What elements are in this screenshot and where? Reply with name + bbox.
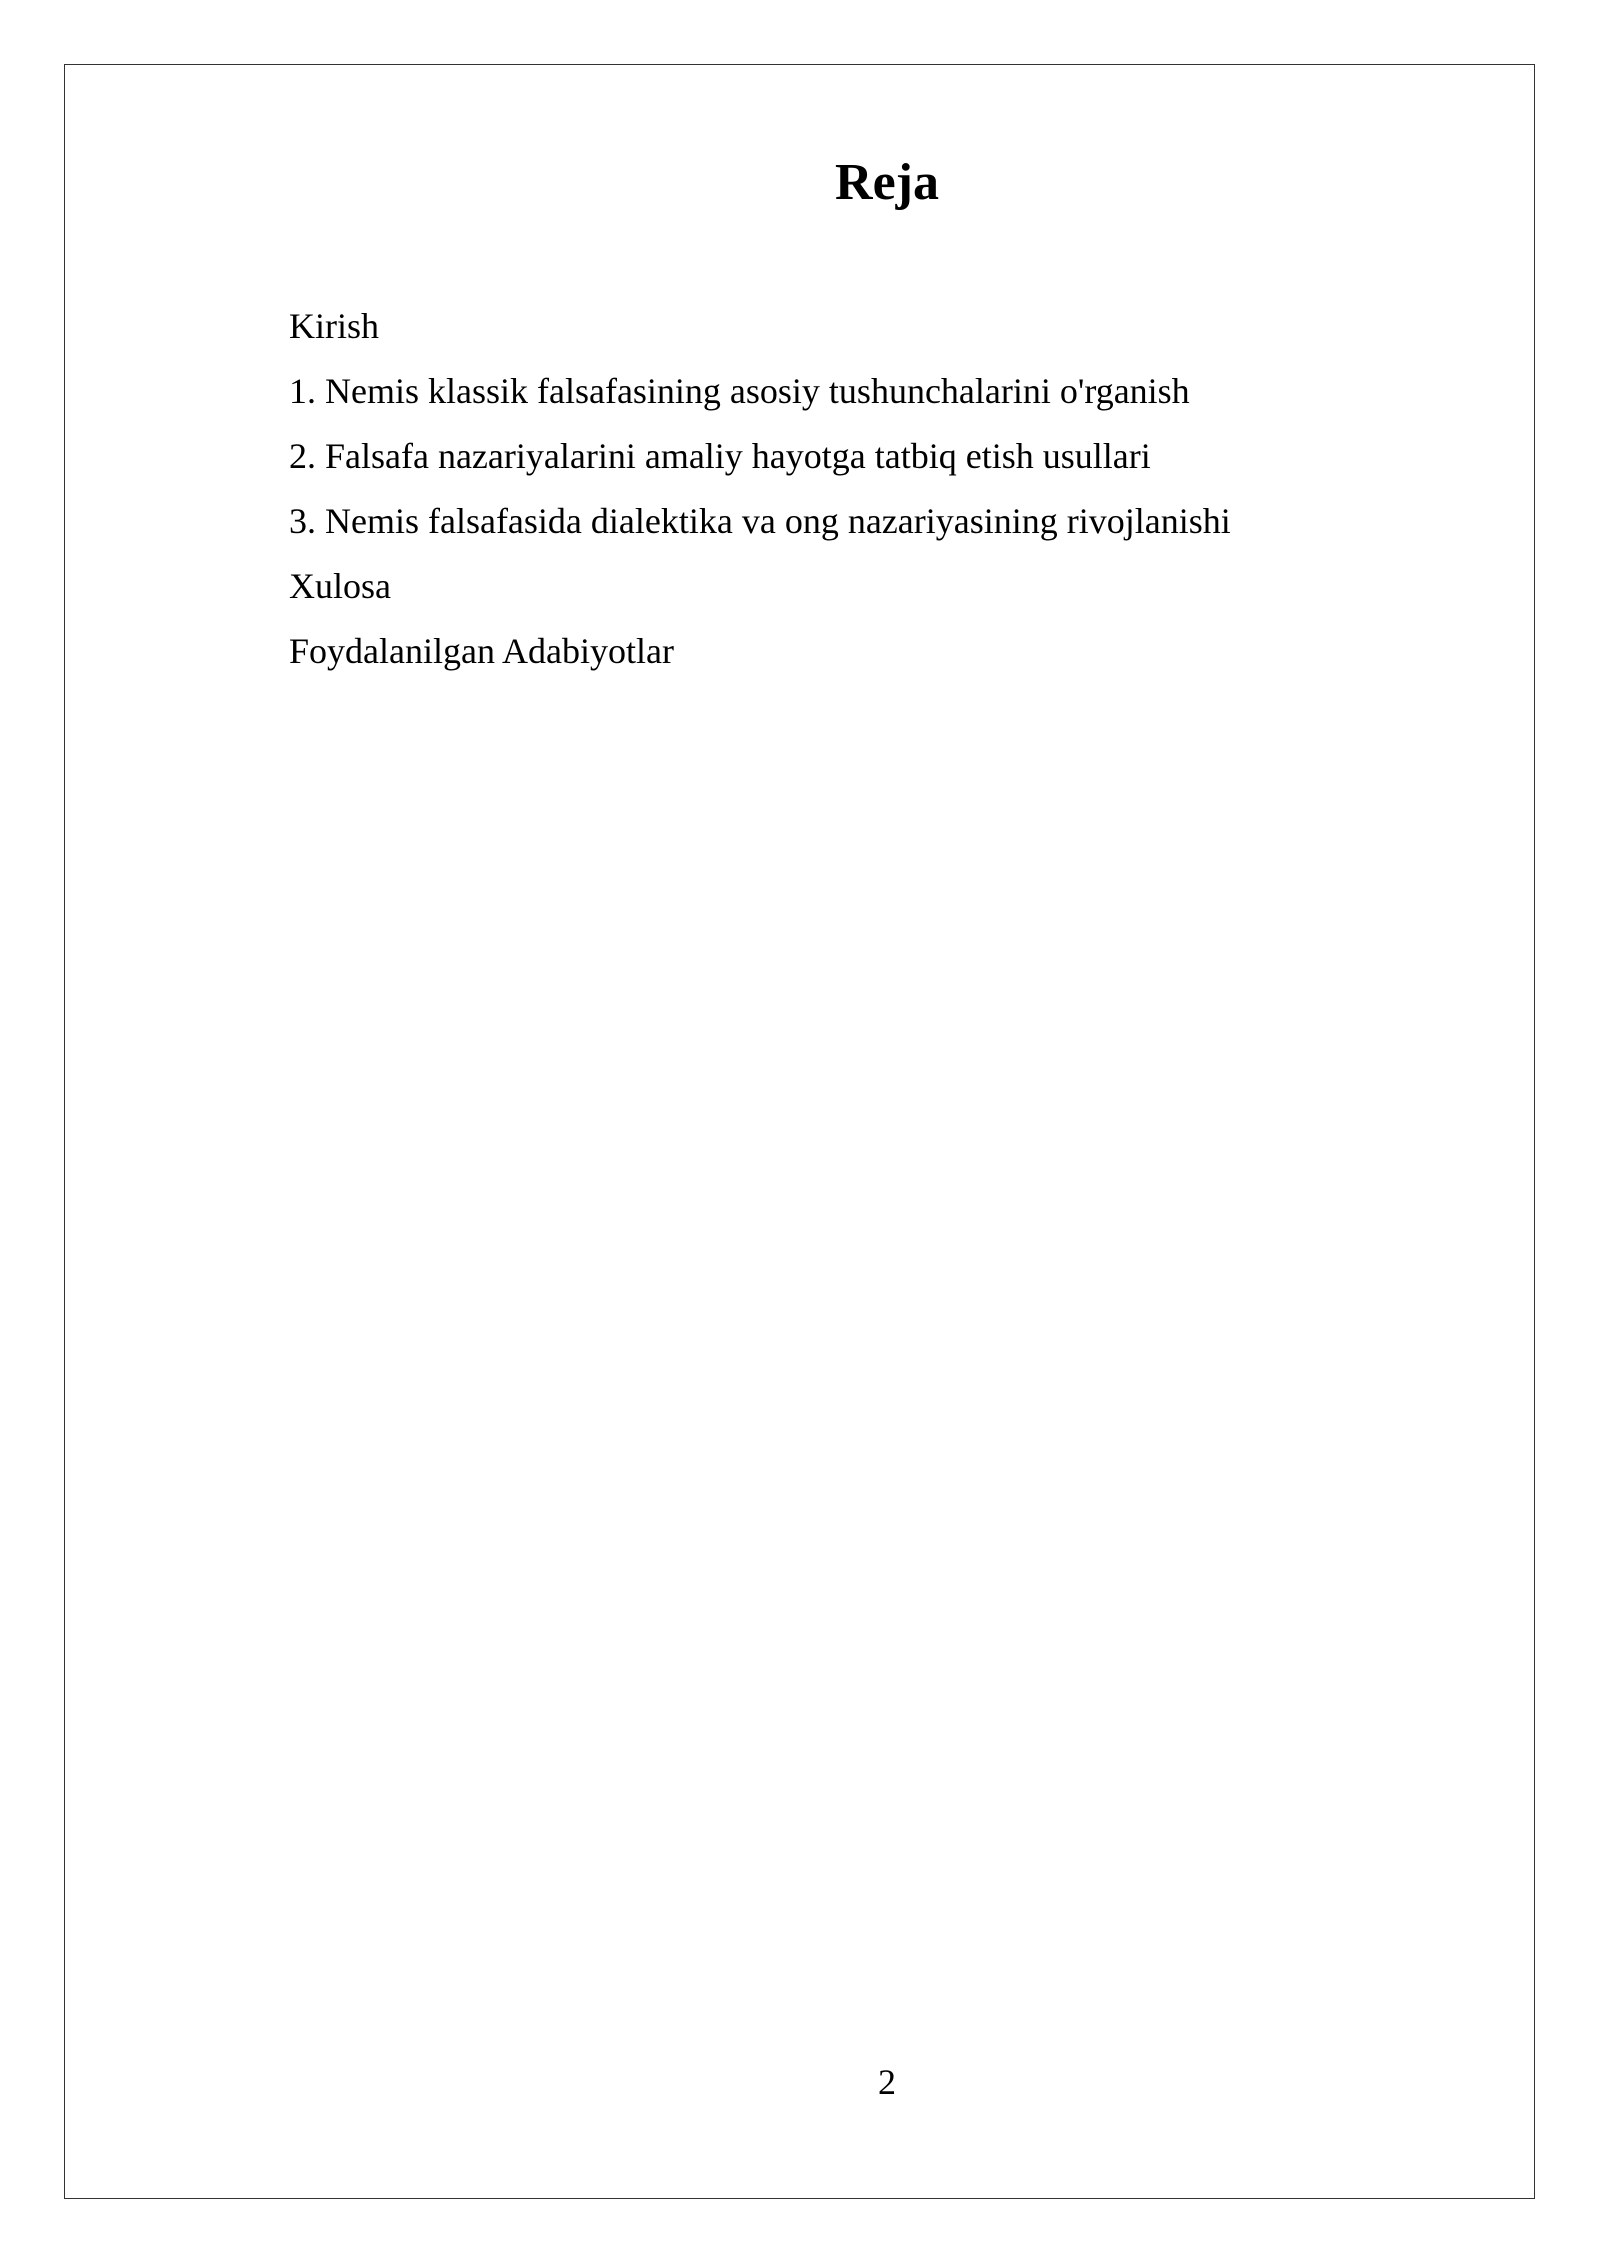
toc-item-section-3: 3. Nemis falsafasida dialektika va ong nazariyasining rivojlanishi: [289, 501, 1231, 541]
toc-item-section-1: 1. Nemis klassik falsafasining asosiy tushunchalarini o'rganish: [289, 371, 1190, 411]
table-of-contents: [289, 294, 1231, 684]
toc-item-introduction: Kirish: [289, 306, 379, 346]
toc-item-section-2: 2. Falsafa nazariyalarini amaliy hayotga tatbiq etish usullari: [289, 436, 1151, 476]
toc-item-conclusion: Xulosa: [289, 566, 391, 606]
page-title: Reja: [835, 154, 939, 211]
page-number: 2: [878, 2062, 896, 2102]
toc-item-references: Foydalanilgan Adabiyotlar: [289, 631, 674, 671]
